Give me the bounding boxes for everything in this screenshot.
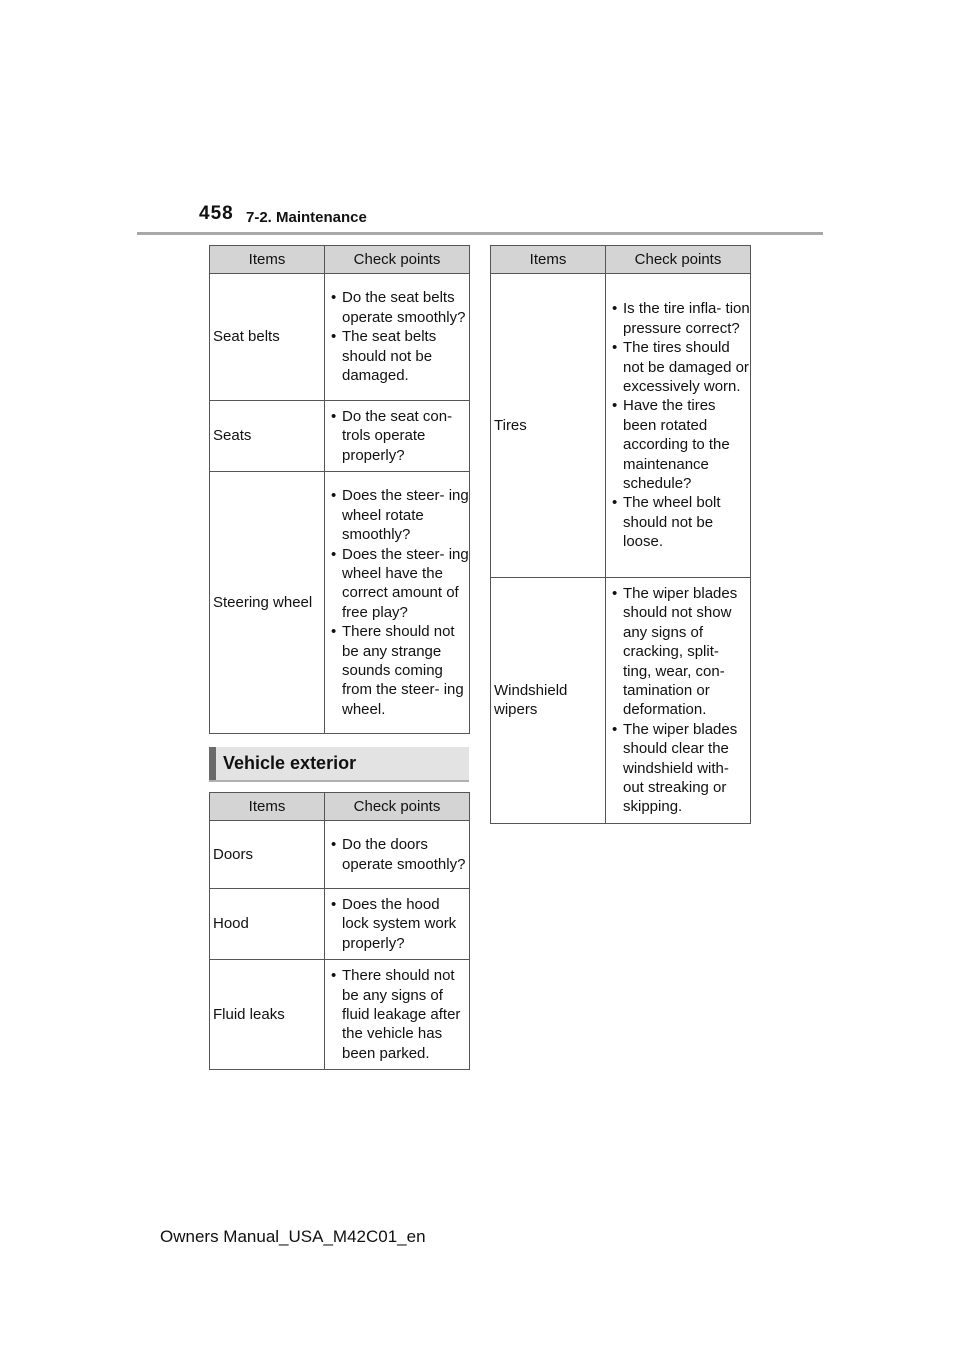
table-row-hood — [210, 889, 470, 960]
heading-text: Vehicle exterior — [223, 753, 357, 773]
check-point: • The tires should not be damaged or excessively worn. — [610, 338, 750, 396]
check-points-header: Check points — [325, 793, 470, 821]
check-points-cell — [325, 472, 470, 734]
exterior-check-table — [209, 792, 470, 1070]
item-cell: Tires — [491, 274, 606, 578]
table-row-seat-belts — [210, 274, 470, 401]
check-point: • There should not be any strange sounds coming from the steer- ing wheel. — [329, 622, 469, 719]
check-point: • The wheel bolt should not be loose. — [610, 493, 750, 551]
heading-accent-bar — [209, 747, 216, 780]
table-row-windshield-wipers — [491, 578, 751, 824]
check-points-cell — [325, 401, 470, 472]
table-row-tires — [491, 274, 751, 578]
item-cell: Doors — [210, 821, 325, 889]
check-point: • The wiper blades should clear the windshield with- out streaking or skipping. — [610, 720, 750, 817]
vehicle-exterior-heading — [209, 747, 469, 782]
interior-check-table — [209, 245, 470, 734]
page-number: 458 — [199, 203, 234, 224]
table-row-fluid-leaks — [210, 960, 470, 1070]
check-point: • The seat belts should not be damaged. — [329, 327, 469, 385]
check-point: • Do the seat belts operate smoothly? — [329, 288, 469, 327]
check-points-cell — [606, 578, 751, 824]
item-cell: Windshield wipers — [491, 578, 606, 824]
footer-document-id: Owners Manual_USA_M42C01_en — [160, 1227, 426, 1246]
item-cell: Fluid leaks — [210, 960, 325, 1070]
check-points-header: Check points — [606, 246, 751, 274]
item-cell: Steering wheel — [210, 472, 325, 734]
table-header-row — [210, 793, 470, 821]
items-header: Items — [210, 246, 325, 274]
check-points-cell — [606, 274, 751, 578]
check-points-cell — [325, 274, 470, 401]
item-cell: Hood — [210, 889, 325, 960]
items-header: Items — [491, 246, 606, 274]
check-points-header: Check points — [325, 246, 470, 274]
table-row-steering-wheel — [210, 472, 470, 734]
check-point: • Have the tires been rotated according to the maintenance schedule? — [610, 396, 750, 493]
table-header-row — [210, 246, 470, 274]
items-header: Items — [210, 793, 325, 821]
item-cell: Seat belts — [210, 274, 325, 401]
check-points-cell — [325, 821, 470, 889]
check-points-cell — [325, 889, 470, 960]
table-header-row — [491, 246, 751, 274]
check-point: • Do the seat con- trols operate properly? — [329, 407, 469, 465]
check-point: • Does the steer- ing wheel rotate smoothly? — [329, 486, 469, 544]
check-point: • Do the doors operate smoothly? — [329, 835, 469, 874]
section-title: 7-2. Maintenance — [246, 209, 367, 226]
check-points-cell — [325, 960, 470, 1070]
right-check-table — [490, 245, 751, 824]
item-cell: Seats — [210, 401, 325, 472]
table-row-seats — [210, 401, 470, 472]
check-point: • Does the hood lock system work properly? — [329, 895, 469, 953]
table-row-doors — [210, 821, 470, 889]
header-rule — [137, 232, 823, 235]
check-point: • The wiper blades should not show any signs of cracking, split- ting, wear, con- tamination or deformation. — [610, 584, 750, 720]
check-point: • Is the tire infla- tion pressure correct? — [610, 299, 750, 338]
check-point: • There should not be any signs of fluid leakage after the vehicle has been parked. — [329, 966, 469, 1063]
check-point: • Does the steer- ing wheel have the correct amount of free play? — [329, 545, 469, 623]
